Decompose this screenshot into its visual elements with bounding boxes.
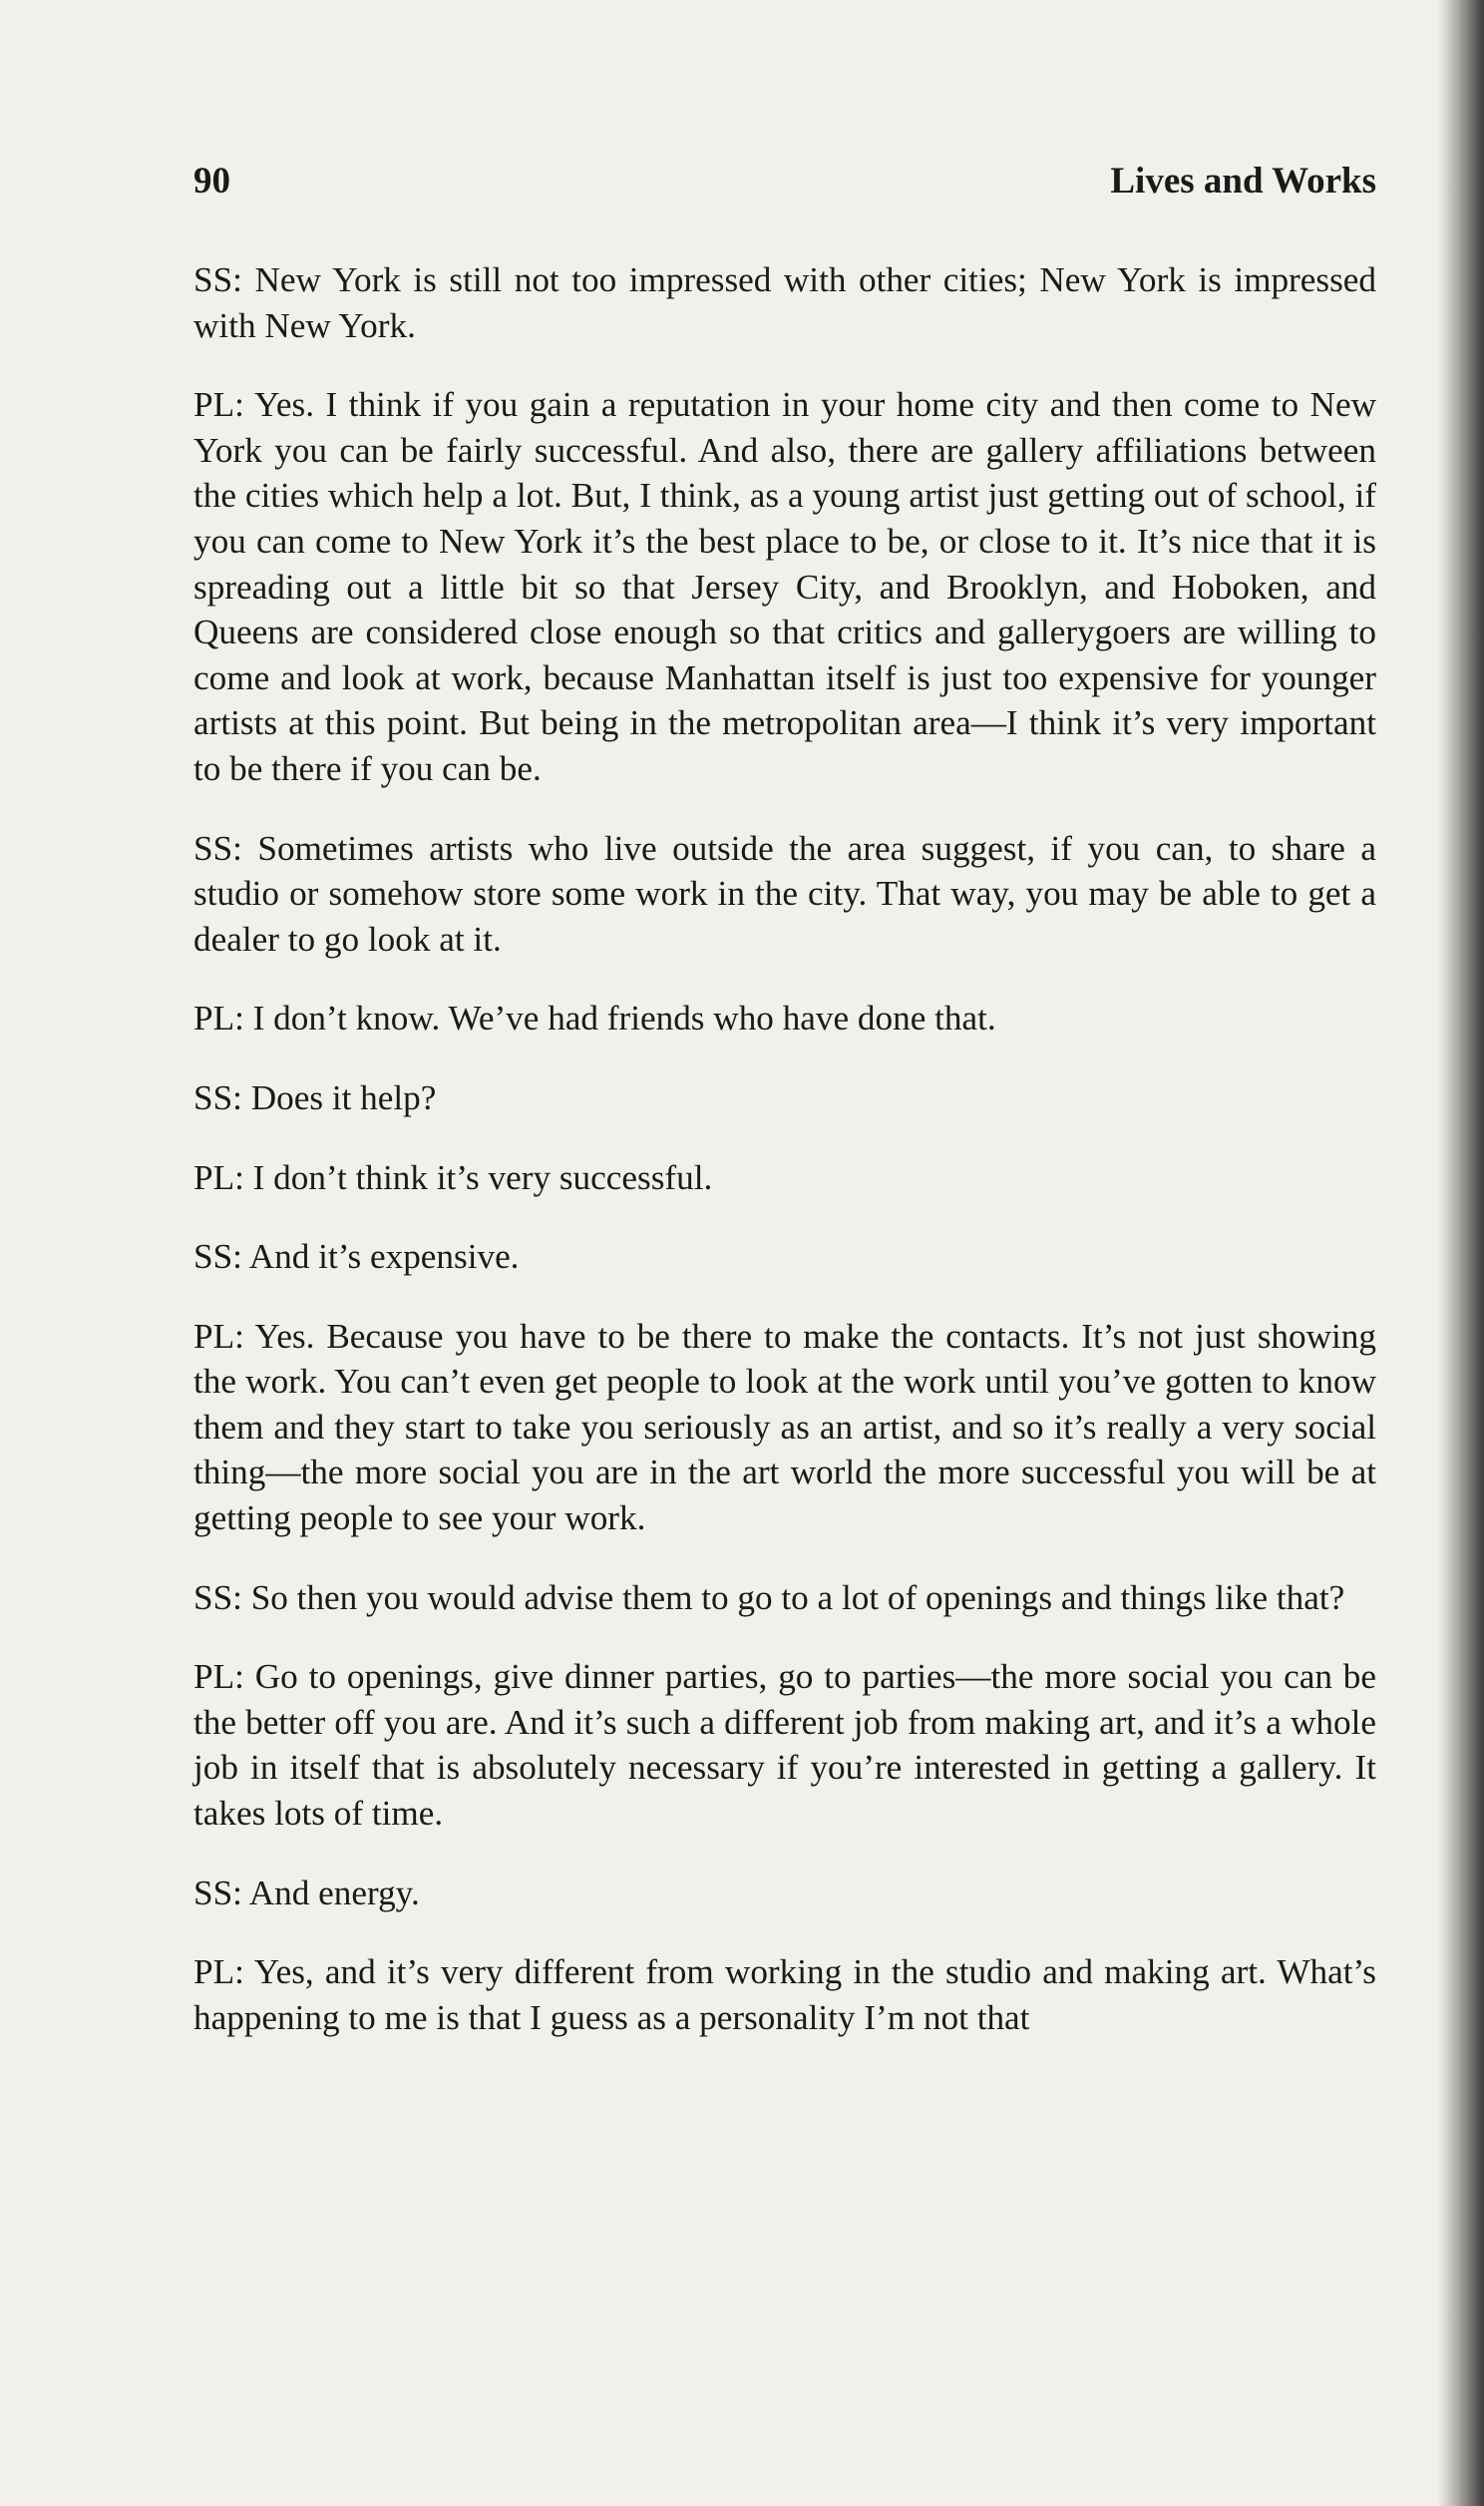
paragraph-pl-not-successful: PL: I don’t think it’s very successful. <box>193 1157 713 1197</box>
paragraph-ss-openings: SS: So then you would advise them to go to a lot of openings and things like that? <box>193 1577 1345 1617</box>
running-title: Lives and Works <box>1110 161 1376 202</box>
paragraph-pl-friends: PL: I don’t know. We’ve had friends who have done that. <box>193 999 996 1039</box>
paragraph-pl-contacts: PL: Yes. Because you have to be there to make the contacts. It’s not just showing the work. You can’t even get people to look at the work until you’ve gotten to know them and they start to take you seriously as an artist, and so it’s really a very social thing—the more social you are in the art world the more successful you will be at getting people to see your work. <box>193 1316 1376 1538</box>
paragraph-pl-dinner-parties: PL: Go to openings, give dinner parties, go to parties—the more social you can be the better off you are. And it’s such a different job from making art, and it’s a whole job in itself that is absolutely necessary if you’re interested in getting a gallery. It takes lots of time. <box>193 1657 1376 1834</box>
paragraph-ss-share-studio: SS: Sometimes artists who live outside the area suggest, if you can, to share a studio or somehow store some work in the city. That way, you may be able to get a dealer to go look at it. <box>193 828 1376 959</box>
paragraph-ss-new-york: SS: New York is still not too impressed with other cities; New York is impressed with New York. <box>193 260 1376 345</box>
paragraph-ss-energy: SS: And energy. <box>193 1873 420 1912</box>
paragraph-pl-studio: PL: Yes, and it’s very different from working in the studio and making art. What’s happening to me is that I guess as a personality I’m not that <box>193 1952 1376 2037</box>
interview-text <box>193 257 1376 2074</box>
page-header <box>193 156 1376 208</box>
paragraph-ss-expensive: SS: And it’s expensive. <box>193 1237 520 1277</box>
binding-shadow <box>1438 0 1484 2506</box>
paragraph-pl-reputation: PL: Yes. I think if you gain a reputation in your home city and then come to New York you can be fairly successful. And also, there are gallery affiliations between the cities which help a lot. But, I think, as a young artist just getting out of school, if you can come to New York it’s the best place to be, or close to it. It’s nice that it is spreading out a little bit so that Jersey City, and Brooklyn, and Hoboken, and Queens are considered close enough so that critics and gallerygoers are willing to come and look at work, because Manhattan itself is just too expensive for younger artists at this point. But being in the metropolitan area—I think it’s very important to be there if you can be. <box>193 385 1376 788</box>
paragraph-ss-does-it-help: SS: Does it help? <box>193 1077 437 1117</box>
page-number: 90 <box>193 161 230 202</box>
